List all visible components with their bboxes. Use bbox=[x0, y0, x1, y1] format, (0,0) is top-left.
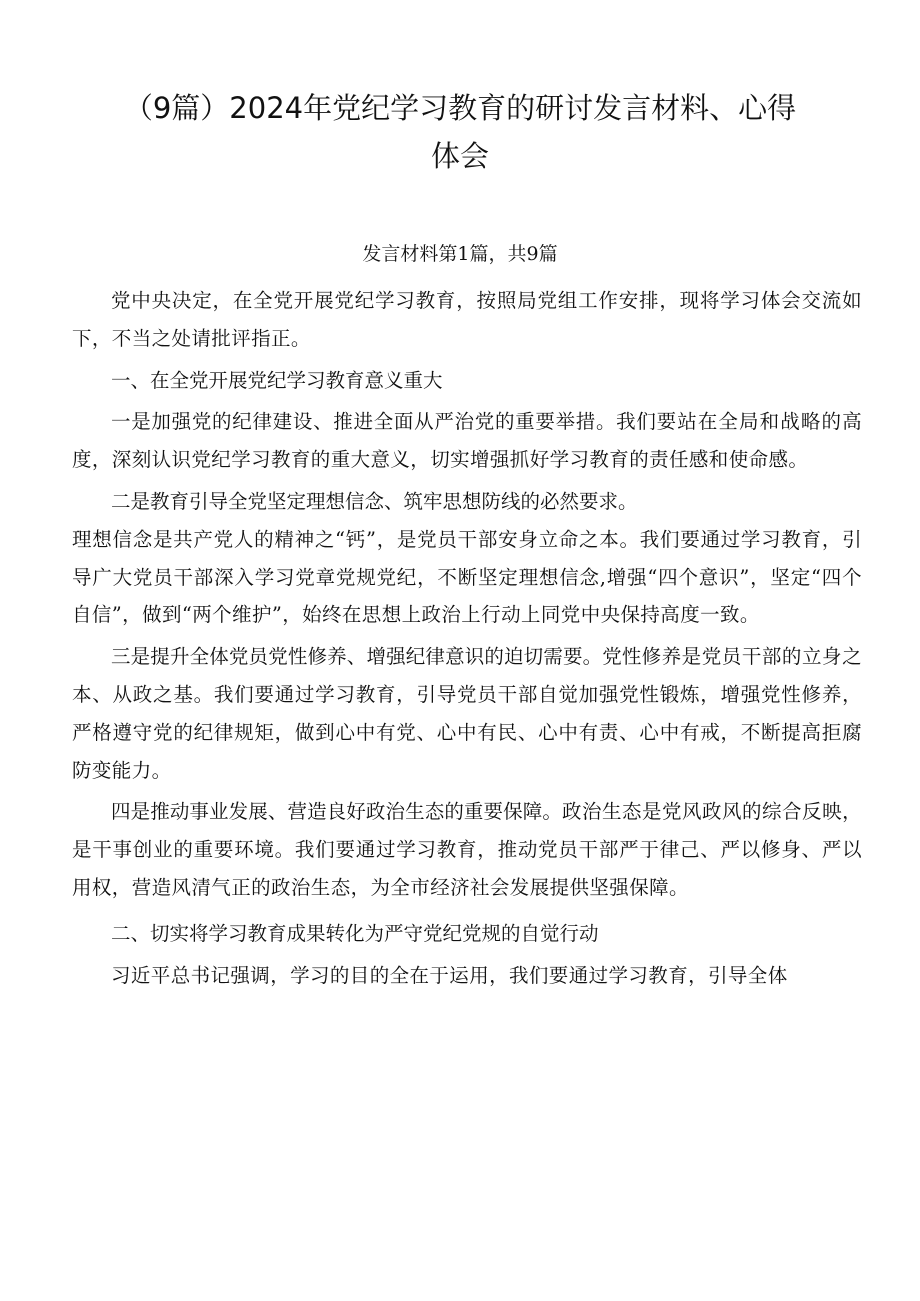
title-line-1: （9篇）2024年党纪学习教育的研讨发言材料、心得 bbox=[123, 91, 797, 125]
document-body bbox=[72, 282, 862, 994]
section-2-heading: 二、切实将学习教育成果转化为严守党纪党规的自觉行动 bbox=[111, 921, 599, 945]
paragraph-1 bbox=[72, 403, 862, 479]
paragraph-5: 习近平总书记强调，学习的目的全在于运用，我们要通过学习教育，引导全体 bbox=[111, 963, 788, 987]
title-line-2: 体会 bbox=[430, 139, 489, 173]
section-1-heading: 一、在全党开展党纪学习教育意义重大 bbox=[111, 368, 443, 392]
intro-paragraph: 党中央决定，在全党开展党纪学习教育，按照局党组工作安排，现将学习体会交流如下，不当之处请批评指正。 bbox=[72, 289, 862, 350]
paragraph-1-text: 要站在全局和战略的高度，深刻认识党纪学习教育的重大意义，切实增强抓好学习教育的责任感和使命感。 bbox=[72, 410, 862, 472]
paragraph-4-text: 政治生态是党风政风的综合反映，是干事创业的重要环境。我们要通过学习教育，推动党员干部严于律己、严以修身、严以用权，营造风清气正的政治生态，为全市经济社会发展提供坚强保障。 bbox=[72, 800, 862, 899]
article-subtitle: 发言材料第1篇，共9篇 bbox=[362, 243, 558, 265]
document-title bbox=[90, 84, 830, 180]
paragraph-1-lead: 一是加强党的纪律建设、推进全面从严治党的重要举措。我们 bbox=[111, 410, 657, 434]
paragraph-4-lead: 四是推动事业发展、营造良好政治生态的重要保障。 bbox=[111, 800, 562, 824]
paragraph-4 bbox=[72, 793, 862, 906]
paragraph-2-text: 理想信念是共产党人的精神之“钙”，是党员干部安身立命之本。我们要通过学习教育，引导广大党员干部深入学习党章党规党纪，不断坚定理想信念,增强“四个意识”，坚定“四个自信”，做到“两个维护”，始终在思想上政治上行动上同党中央保持高度一致。 bbox=[72, 527, 862, 627]
paragraph-3-lead: 三是提升全体党员党性修养、增强纪律意识的迫切需要。党性 bbox=[111, 645, 642, 669]
paragraph-2-lead: 二是教育引导全党坚定理想信念、筑牢思想防线的必然要求。 bbox=[111, 489, 638, 513]
paragraph-3 bbox=[72, 638, 862, 789]
paragraph-3-text: 修养是党员干部的立身之本、从政之基。我们要通过学习教育，引导党员干部自觉加强党性锻炼，增强党性修养，严格遵守党的纪律规矩，做到心中有党、心中有民、心中有责、心中有戒，不断提高拒腐防变能力。 bbox=[72, 645, 862, 782]
